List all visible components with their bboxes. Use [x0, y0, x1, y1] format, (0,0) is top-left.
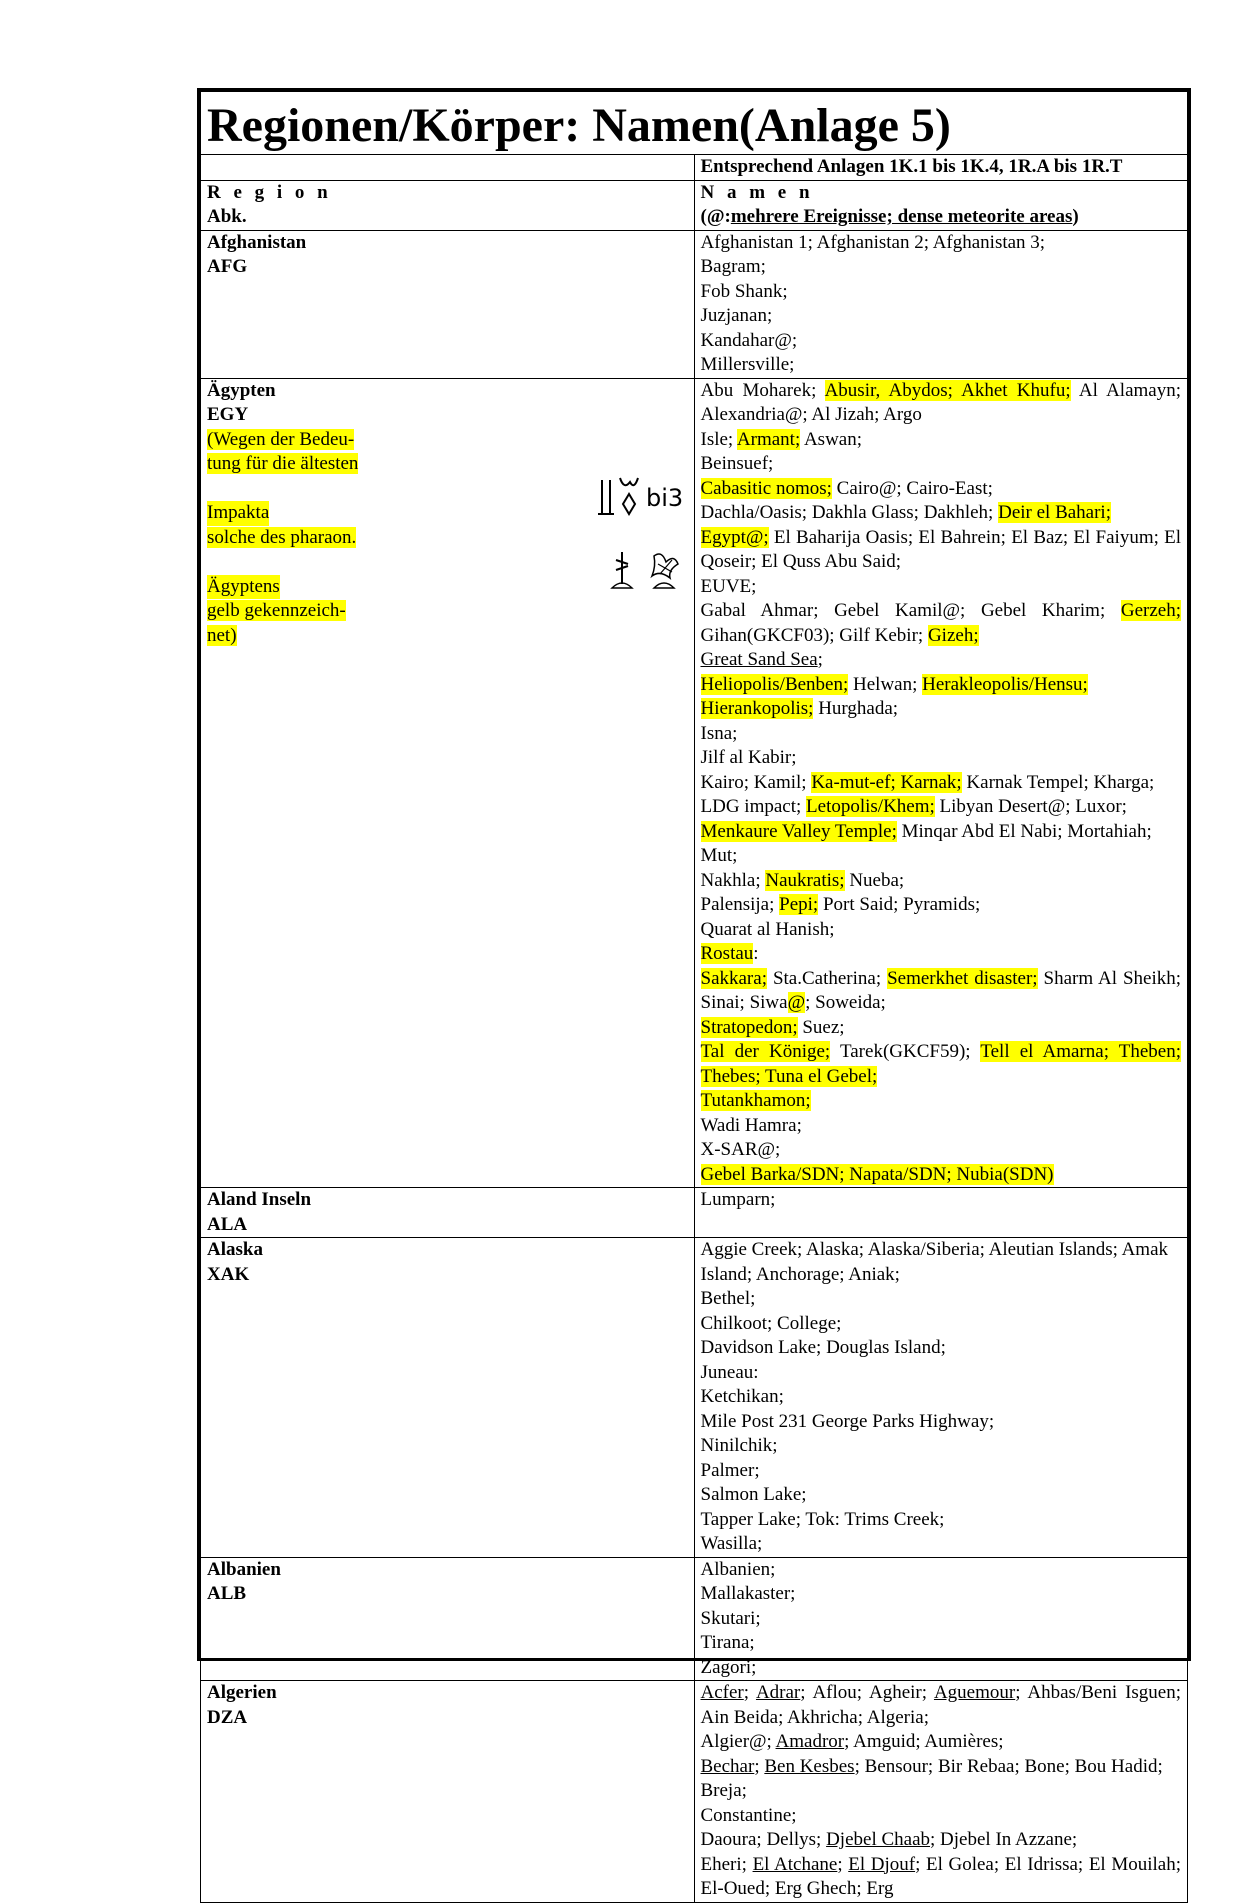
- text-span: Ninilchik;: [700, 1435, 778, 1456]
- subtitle: Entsprechend Anlagen 1K.1 bis 1K.4, 1R.A bis 1R.T: [694, 155, 1188, 181]
- text-span: Adrar: [755, 1682, 801, 1703]
- page-title: Regionen/Körper: Namen(Anlage 5): [201, 92, 1188, 155]
- region-cell: [201, 1238, 695, 1558]
- text-span: Al Alamayn; Alexandria@; Al Jizah; Argo: [700, 379, 1181, 425]
- document-table-frame: [197, 88, 1191, 1899]
- text-span: Gebel Barka/SDN; Napata/SDN; Nubia(SDN): [700, 1163, 1054, 1185]
- text-span: ;: [754, 1755, 760, 1777]
- text-span: Aguemour: [933, 1682, 1016, 1703]
- text-span: ; El Golea; El Idrissa; El Mouilah; El-Oued; Erg Ghech; Erg: [700, 1853, 1181, 1899]
- table-row: [201, 230, 1188, 378]
- region-cell: [201, 378, 695, 1188]
- text-span: Semerkhet disaster;: [887, 967, 1038, 989]
- names-cell: [694, 230, 1188, 378]
- names-cell: [694, 1188, 1188, 1238]
- names-cell: [694, 1238, 1188, 1558]
- text-span: Eheri;: [700, 1853, 747, 1875]
- text-span: Albanien: [207, 1558, 281, 1580]
- text-span: Kairo; Kamil;: [700, 771, 807, 793]
- text-span: Deir el Bahari;: [998, 502, 1111, 523]
- text-span: Isle;: [700, 428, 734, 450]
- text-span: Acfer: [700, 1682, 744, 1703]
- text-span: Tarek(GKCF59);: [839, 1041, 971, 1062]
- text-span: Zagori;: [700, 1656, 757, 1678]
- text-span: Karnak Tempel; Kharga;: [966, 771, 1155, 793]
- region-cell: [201, 230, 695, 378]
- subtitle-row: [201, 155, 1188, 181]
- text-span: EGY: [207, 404, 249, 425]
- text-span: Chilkoot; College;: [700, 1312, 842, 1334]
- text-span: Afghanistan 1; Afghanistan 2; Afghanistan 3;: [700, 231, 1046, 253]
- text-span: LDG impact;: [700, 796, 802, 817]
- text-span: Nakhla;: [700, 869, 761, 891]
- text-span: Bethel;: [700, 1288, 756, 1309]
- text-span: Gihan(GKCF03); Gilf Kebir;: [700, 624, 924, 646]
- header-region: [201, 180, 695, 230]
- text-span: Amadror: [775, 1731, 845, 1752]
- text-span: Algier@;: [700, 1731, 772, 1752]
- text-span: R e g i o n: [207, 181, 332, 203]
- table-row: [201, 378, 1188, 1188]
- text-span: Tal der Könige;: [700, 1041, 831, 1062]
- text-span: Sakkara;: [700, 967, 767, 989]
- text-span: Helwan;: [853, 673, 918, 695]
- text-span: XAK: [207, 1263, 250, 1285]
- text-span: El Djouf: [848, 1853, 916, 1875]
- text-span: Rostau: [700, 943, 754, 964]
- region-cell: [201, 1681, 695, 1903]
- text-span: @: [787, 992, 806, 1013]
- text-span: Dachla/Oasis; Dakhla Glass; Dakhleh;: [700, 502, 994, 523]
- text-span: ; Amguid; Aumières;: [844, 1731, 1004, 1752]
- header-row: [201, 180, 1188, 230]
- text-span: Palensija;: [700, 894, 775, 915]
- text-span: Quarat al Hanish;: [700, 918, 835, 940]
- text-span: Jilf al Kabir;: [700, 747, 797, 768]
- text-span: N a m e n: [700, 181, 814, 203]
- text-span: Ägyptens: [207, 575, 280, 600]
- text-span: Algerien: [207, 1682, 277, 1703]
- text-span: X-SAR@;: [700, 1139, 781, 1160]
- text-span: Davidson Lake; Douglas Island;: [700, 1337, 946, 1358]
- text-span: Millersville;: [700, 354, 795, 375]
- text-span: ; Soweida;: [805, 992, 886, 1013]
- text-span: Isna;: [700, 722, 738, 744]
- text-span: Alaska: [207, 1239, 263, 1260]
- svg-text:bi3: bi3: [645, 484, 683, 512]
- text-span: Heliopolis/Benben;: [700, 673, 849, 695]
- text-span: Wadi Hamra;: [700, 1114, 802, 1136]
- text-span: ;: [837, 1853, 843, 1875]
- text-span: Minqar Abd El Nabi; Mortahiah; Mut;: [700, 820, 1152, 866]
- text-span: Beinsuef;: [700, 453, 774, 474]
- table-row: [201, 1681, 1188, 1903]
- text-span: net): [207, 624, 237, 646]
- text-span: Tirana;: [700, 1632, 755, 1653]
- text-span: gelb gekennzeich-: [207, 600, 346, 621]
- text-span: Djebel Chaab: [826, 1829, 931, 1850]
- table-row: [201, 1557, 1188, 1681]
- text-span: Port Said; Pyramids;: [822, 894, 981, 915]
- regions-table: [200, 91, 1188, 1903]
- text-span: solche des pharaon.: [207, 526, 357, 548]
- hieroglyph-icon: [594, 474, 688, 526]
- text-span: El Atchane: [752, 1853, 838, 1875]
- text-span: Mallakaster;: [700, 1583, 796, 1604]
- text-span: ;: [817, 649, 823, 670]
- text-span: Ben Kesbes: [764, 1755, 855, 1777]
- text-span: Aggie Creek; Alaska; Alaska/Siberia; Aleutian Islands; Amak Island; Anchorage; Aniak;: [700, 1239, 1169, 1285]
- text-span: Armant;: [736, 428, 801, 450]
- text-span: ; Djebel In Azzane;: [930, 1829, 1078, 1850]
- text-span: Juneau:: [700, 1361, 759, 1383]
- text-span: ALB: [207, 1583, 247, 1604]
- names-cell: [694, 378, 1188, 1188]
- text-span: DZA: [207, 1706, 248, 1728]
- text-span: Hurghada;: [818, 698, 899, 719]
- text-span: Abk.: [207, 206, 247, 227]
- text-span: Gerzeh;: [1120, 600, 1181, 621]
- names-cell: [694, 1681, 1188, 1903]
- text-span: Stratopedon;: [700, 1016, 798, 1038]
- text-span: (@:: [700, 206, 731, 227]
- text-span: AFG: [207, 256, 248, 277]
- text-span: Pepi;: [779, 894, 819, 915]
- text-span: Abusir, Abydos; Akhet Khufu;: [824, 379, 1071, 401]
- text-span: Gizeh;: [927, 624, 979, 646]
- text-span: Mile Post 231 George Parks Highway;: [700, 1410, 995, 1432]
- text-span: Letopolis/Khem;: [806, 796, 935, 817]
- text-span: ; Bensour; Bir Rebaa; Bone; Bou Hadid; Breja;: [700, 1755, 1163, 1801]
- text-span: Abu Moharek;: [700, 379, 817, 401]
- text-span: Daoura; Dellys;: [700, 1829, 822, 1850]
- text-span: Tutankhamon;: [700, 1090, 811, 1111]
- text-span: Ka-mut-ef; Karnak;: [811, 771, 962, 793]
- region-cell: [201, 1557, 695, 1681]
- text-span: Impakta: [207, 501, 269, 526]
- text-span: Libyan Desert@; Luxor;: [939, 796, 1127, 817]
- text-span: Albanien;: [700, 1558, 776, 1580]
- text-span: Kandahar@;: [700, 329, 798, 351]
- text-span: Herakleopolis/Hensu; Hierankopolis;: [700, 673, 1088, 719]
- table-row: [201, 1238, 1188, 1558]
- text-span: Cairo@; Cairo-East;: [836, 477, 993, 499]
- text-span: ; Aflou; Agheir;: [800, 1682, 928, 1703]
- text-span: Menkaure Valley Temple;: [700, 820, 897, 842]
- text-span: Skutari;: [700, 1607, 761, 1629]
- text-span: ): [1072, 206, 1079, 227]
- note-text: (Wegen der Bedeu-: [207, 428, 355, 450]
- text-span: Sharm Al Sheikh; Sinai; Siwa: [700, 967, 1182, 1013]
- text-span: Tapper Lake; Tok: Trims Creek;: [700, 1508, 945, 1530]
- text-span: Ketchikan;: [700, 1386, 784, 1407]
- text-span: Cabasitic nomos;: [700, 477, 832, 499]
- text-span: Tell el Amarna; Theben; Thebes; Tuna el Gebel;: [700, 1041, 1181, 1087]
- text-span: Gabal Ahmar; Gebel Kamil@; Gebel Kharim;: [700, 600, 1106, 621]
- text-span: EUVE;: [700, 575, 757, 597]
- text-span: Constantine;: [700, 1804, 797, 1826]
- text-span: Ägypten: [207, 379, 276, 401]
- text-span: El Baharija Oasis; El Bahrein; El Baz; El Faiyum; El Qoseir; El Quss Abu Said;: [700, 526, 1182, 572]
- text-span: Aswan;: [803, 428, 863, 450]
- hieroglyph-icon: [608, 548, 688, 600]
- text-span: tung für die ältesten: [207, 453, 359, 474]
- text-span: Wasilla;: [700, 1533, 763, 1554]
- text-span: Bagram;: [700, 256, 766, 277]
- text-span: Sta.Catherina;: [772, 967, 882, 989]
- region-cell: [201, 1188, 695, 1238]
- text-span: Great Sand Sea: [700, 649, 818, 670]
- text-span: :: [753, 943, 759, 964]
- text-span: Aland Inseln: [207, 1189, 312, 1210]
- text-span: Nueba;: [849, 869, 905, 891]
- text-span: Afghanistan: [207, 231, 307, 253]
- text-span: Salmon Lake;: [700, 1484, 807, 1505]
- text-span: ALA: [207, 1213, 248, 1235]
- text-span: Juzjanan;: [700, 305, 773, 326]
- title-row: [201, 92, 1188, 155]
- table-row: [201, 1188, 1188, 1238]
- text-span: mehrere Ereignisse; dense meteorite areas: [730, 206, 1073, 227]
- text-span: Suez;: [802, 1016, 845, 1038]
- text-span: ;: [743, 1682, 750, 1703]
- text-span: Palmer;: [700, 1459, 760, 1481]
- text-span: ; Ahbas/Beni Isguen; Ain Beida; Akhricha; Algeria;: [700, 1682, 1182, 1728]
- text-span: Fob Shank;: [700, 280, 788, 302]
- text-span: Naukratis;: [765, 869, 845, 891]
- header-names: [694, 180, 1188, 230]
- names-cell: [694, 1557, 1188, 1681]
- text-span: Egypt@;: [700, 526, 769, 548]
- text-span: Lumparn;: [700, 1189, 776, 1210]
- text-span: Bechar: [700, 1755, 755, 1777]
